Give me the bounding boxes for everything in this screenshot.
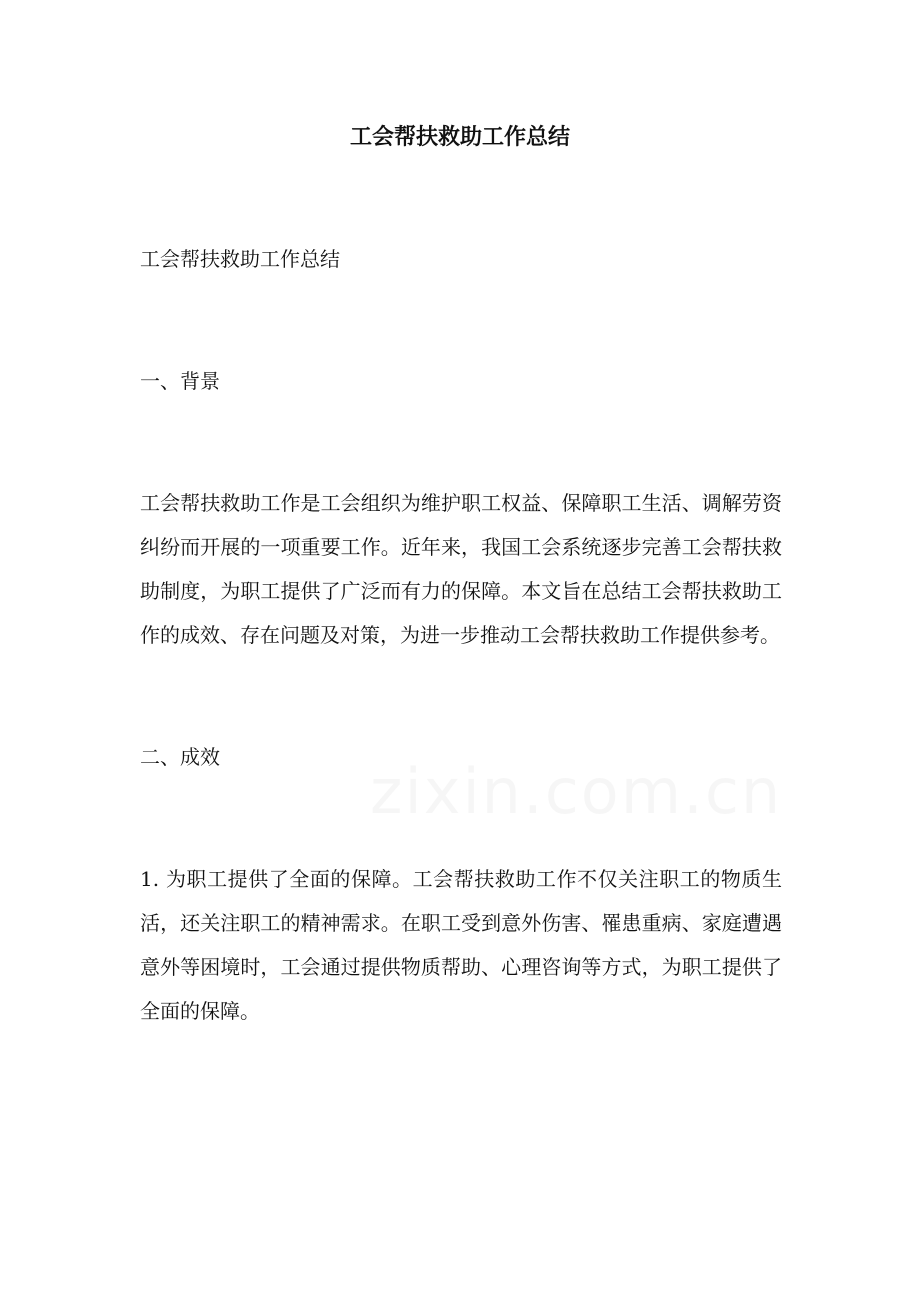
section-paragraph-background: 工会帮扶救助工作是工会组织为维护职工权益、保障职工生活、调解劳资纠纷而开展的一项重要工作。近年来，我国工会系统逐步完善工会帮扶救助制度，为职工提供了广泛而有力的保障。本文旨在总结工会帮扶救助工作的成效、存在问题及对策，为进一步推动工会帮扶救助工作提供参考。 <box>140 491 782 647</box>
document-title: 工会帮扶救助工作总结 <box>349 124 570 150</box>
document-subtitle: 工会帮扶救助工作总结 <box>140 247 340 271</box>
section-heading-results: 二、成效 <box>140 745 220 769</box>
section-paragraph-results: 1. 为职工提供了全面的保障。工会帮扶救助工作不仅关注职工的物质生活，还关注职工的精神需求。在职工受到意外伤害、罹患重病、家庭遭遇意外等困境时，工会通过提供物质帮助、心理咨询等方式，为职工提供了全面的保障。 <box>140 867 782 1023</box>
document-body <box>140 237 782 1033</box>
section-heading-background: 一、背景 <box>140 369 220 393</box>
